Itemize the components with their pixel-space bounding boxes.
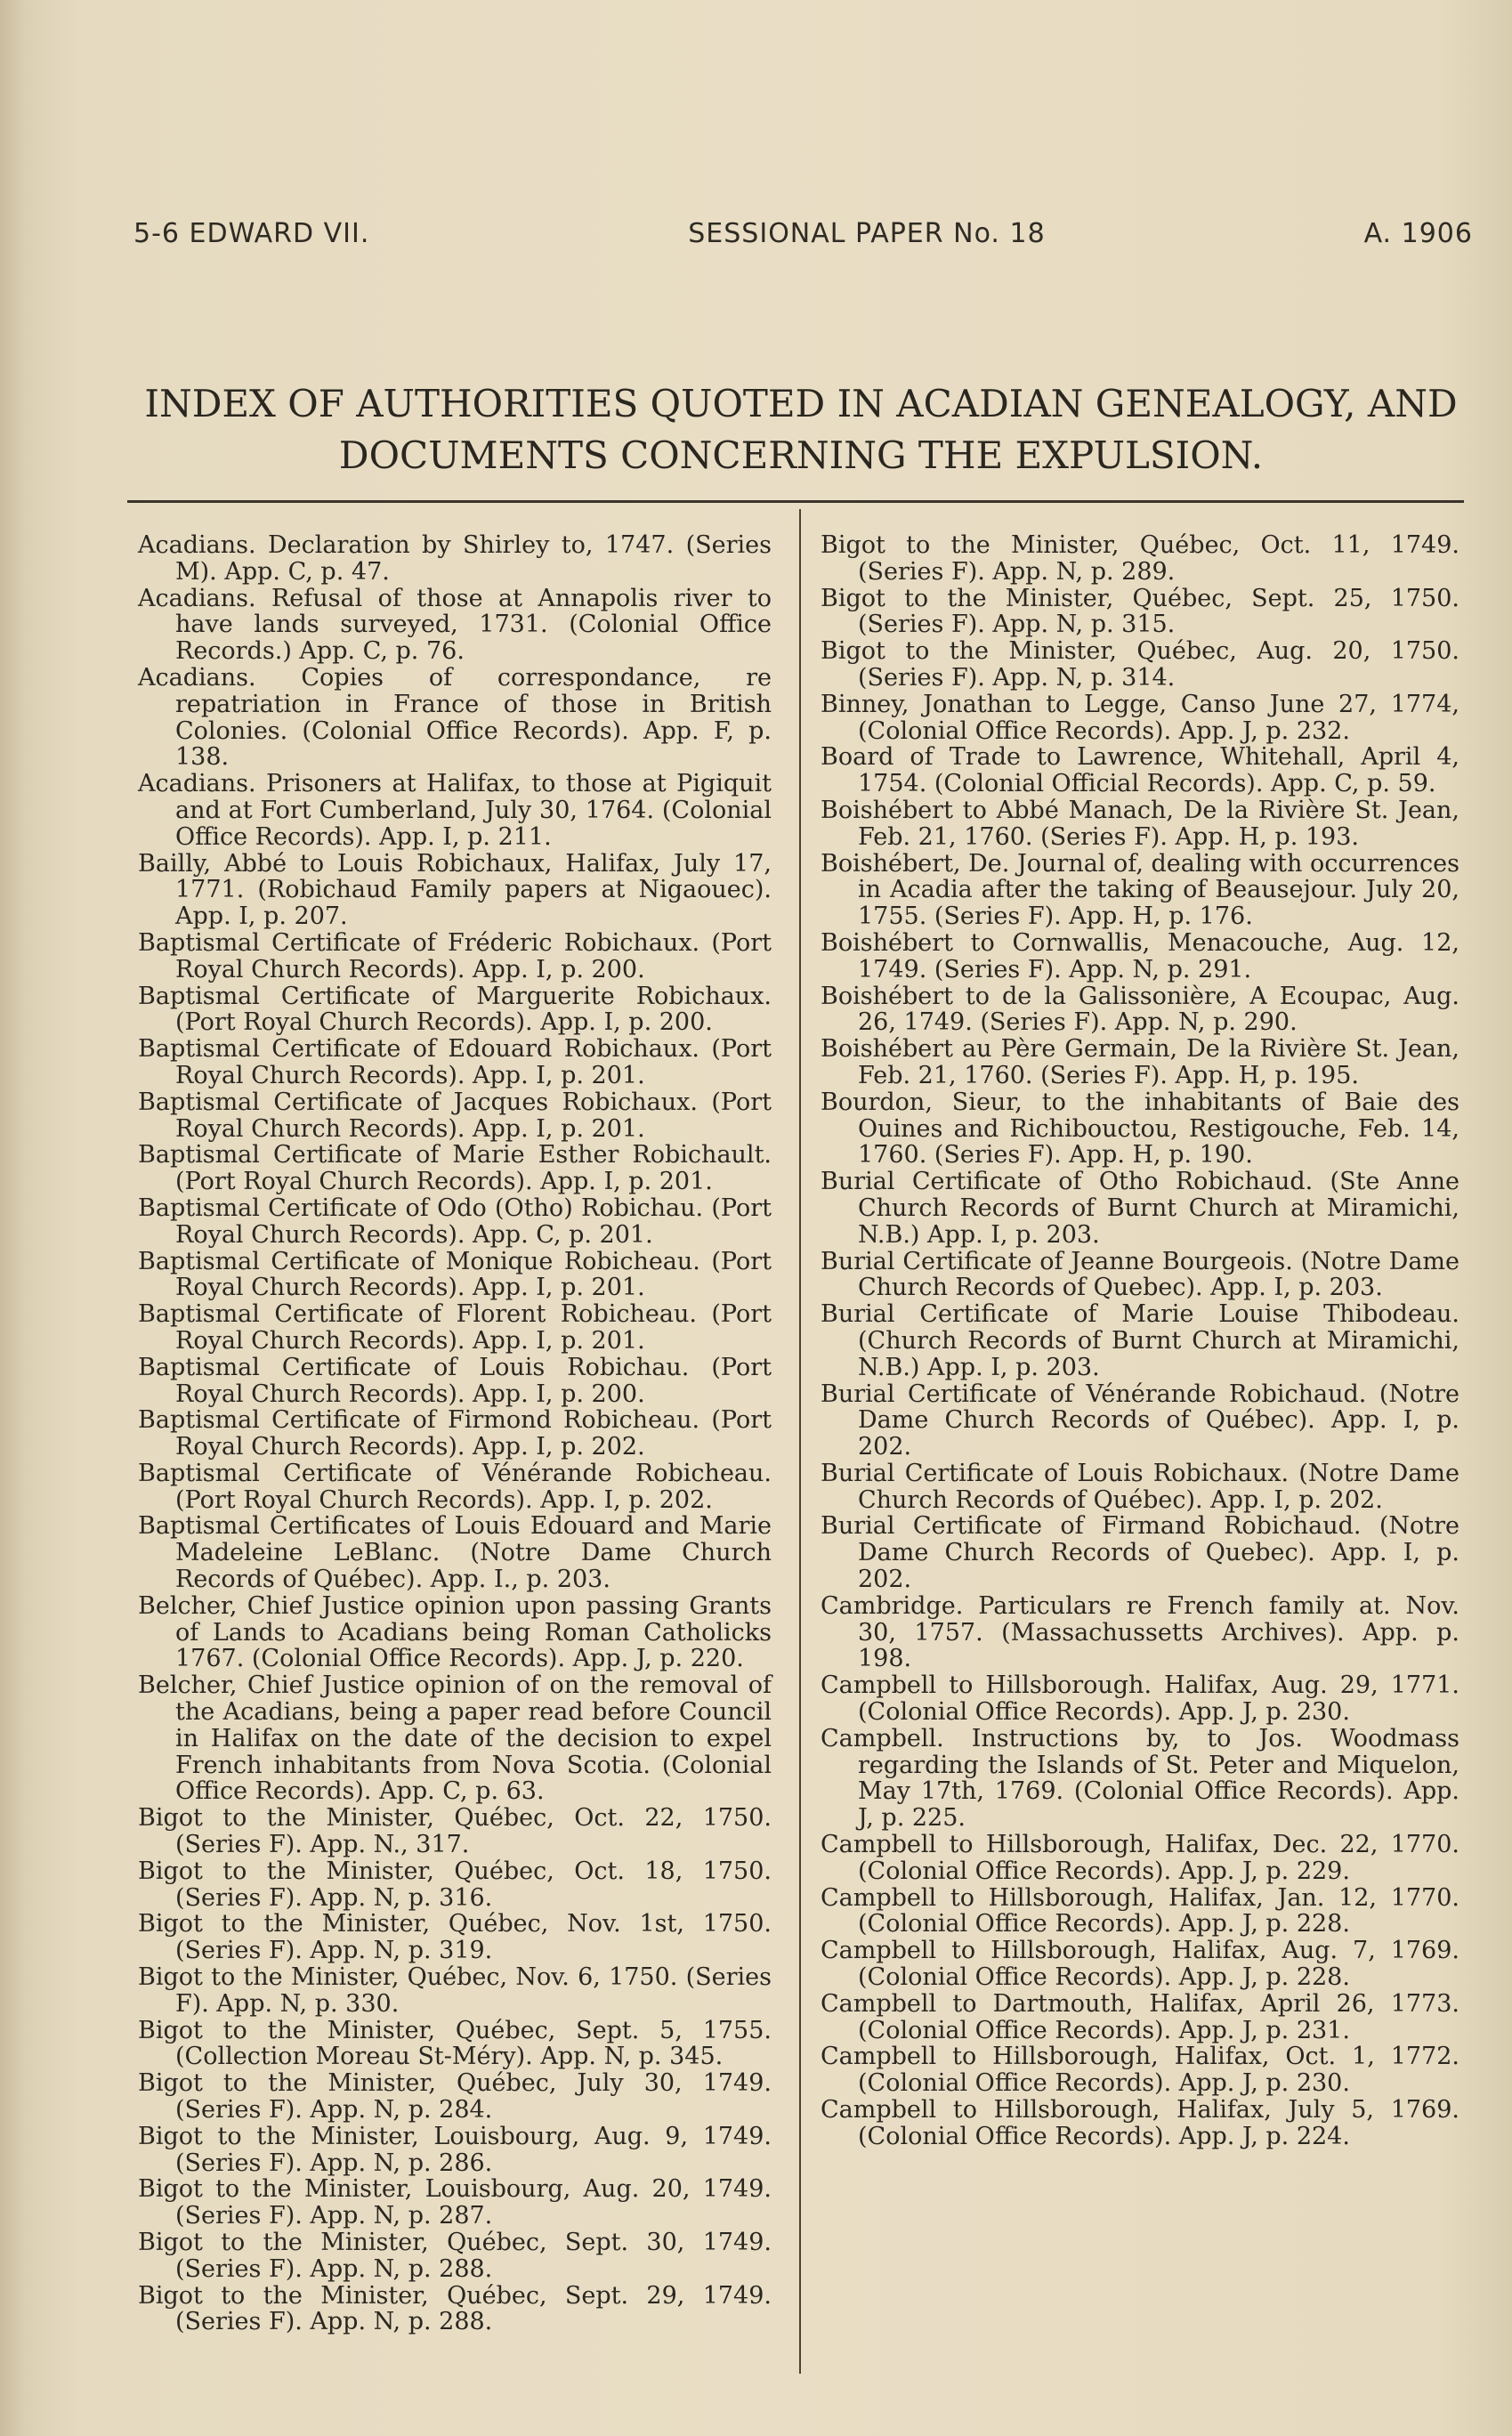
index-entry: Cambridge. Particulars re French family at. Nov. 30, 1757. (Massachussetts Archives). App. p. 198. (821, 1591, 1459, 1673)
title-rule (127, 500, 1464, 503)
index-entry: Campbell to Dartmouth, Halifax, April 26, 1773. (Colonial Office Records). App. J, p. 231. (821, 1989, 1459, 2044)
index-entry: Burial Certificate of Marie Louise Thibodeau. (Church Records of Burnt Church at Miramichi, N.B.) App. I, p. 203. (821, 1300, 1459, 1381)
index-entry: Bigot to the Minister, Québec, Nov. 6, 1750. (Series F). App. N, p. 330. (138, 1963, 772, 2018)
column-divider (799, 509, 801, 2374)
index-entry: Bigot to the Minister, Québec, Nov. 1st, 1750. (Series F). App. N, p. 319. (138, 1910, 772, 1965)
left-column (138, 532, 772, 2335)
title-line-2: DOCUMENTS CONCERNING THE EXPULSION. (338, 433, 1264, 477)
index-entry: Campbell to Hillsborough, Halifax, Dec. 22, 1770. (Colonial Office Records). App. J, p. 229. (821, 1831, 1459, 1885)
index-entry: Boishébert to Cornwallis, Menacouche, Aug. 12, 1749. (Series F). App. N, p. 291. (821, 928, 1459, 983)
index-entry: Boishébert to de la Galissonière, A Ecoupac, Aug. 26, 1749. (Series F). App. N, p. 290. (821, 982, 1459, 1037)
index-entry: Campbell to Hillsborough, Halifax, Aug. 7, 1769. (Colonial Office Records). App. J, p. 228. (821, 1937, 1459, 1992)
index-entry: Acadians. Refusal of those at Annapolis river to have lands surveyed, 1731. (Colonial Office Records.) App. C, p. 76. (138, 584, 772, 666)
index-entry: Acadians. Prisoners at Halifax, to those at Pigiquit and at Fort Cumberland, July 30, 1764. (Colonial Office Records). App. I, p. 211. (138, 770, 772, 851)
index-entry: Bigot to the Minister, Québec, Oct. 18, 1750. (Series F). App. N, p. 316. (138, 1857, 772, 1912)
index-entry: Baptismal Certificate of Firmond Robicheau. (Port Royal Church Records). App. I, p. 202. (138, 1406, 772, 1461)
index-entry: Baptismal Certificate of Monique Robicheau. (Port Royal Church Records). App. I, p. 201. (138, 1247, 772, 1302)
index-entry: Bigot to the Minister, Québec, Oct. 22, 1750. (Series F). App. N., 317. (138, 1804, 772, 1859)
index-entry: Baptismal Certificate of Odo (Otho) Robichau. (Port Royal Church Records). App. C, p. 201. (138, 1194, 772, 1249)
index-entry: Acadians. Declaration by Shirley to, 1747. (Series M). App. C, p. 47. (138, 531, 772, 586)
index-entry: Baptismal Certificate of Marguerite Robichaux. (Port Royal Church Records). App. I, p. 200. (138, 982, 772, 1037)
index-entry: Burial Certificate of Otho Robichaud. (Ste Anne Church Records of Burnt Church at Miramichi, N.B.) App. I, p. 203. (821, 1168, 1459, 1249)
index-entry: Boishébert au Père Germain, De la Rivière St. Jean, Feb. 21, 1760. (Series F). App. H, p. 195. (821, 1035, 1459, 1089)
page-title (107, 378, 1495, 482)
index-entry: Bigot to the Minister, Louisbourg, Aug. 9, 1749. (Series F). App. N, p. 286. (138, 2122, 772, 2177)
index-entry: Burial Certificate of Jeanne Bourgeois. (Notre Dame Church Records of Quebec). App. I, p. 203. (821, 1247, 1459, 1302)
index-entry: Baptismal Certificate of Jacques Robichaux. (Port Royal Church Records). App. I, p. 201. (138, 1088, 772, 1143)
index-entry: Burial Certificate of Vénérande Robichaud. (Notre Dame Church Records of Québec). App. I, p. 202. (821, 1380, 1459, 1461)
index-entry: Burial Certificate of Firmand Robichaud. (Notre Dame Church Records of Quebec). App. I, p. 202. (821, 1512, 1459, 1594)
index-entry: Bigot to the Minister, Québec, July 30, 1749. (Series F). App. N, p. 284. (138, 2069, 772, 2124)
index-entry: Campbell to Hillsborough. Halifax, Aug. 29, 1771. (Colonial Office Records). App. J, p. 230. (821, 1671, 1459, 1727)
index-entry: Baptismal Certificate of Louis Robichau. (Port Royal Church Records). App. I, p. 200. (138, 1353, 772, 1408)
index-entry: Baptismal Certificate of Edouard Robichaux. (Port Royal Church Records). App. I, p. 201. (138, 1035, 772, 1089)
index-entry: Bigot to the Minister, Louisbourg, Aug. 20, 1749. (Series F). App. N, p. 287. (138, 2175, 772, 2230)
index-entry: Campbell to Hillsborough, Halifax, Jan. 12, 1770. (Colonial Office Records). App. J, p. 228. (821, 1883, 1459, 1938)
header-year: A. 1906 (1363, 218, 1473, 249)
index-entry: Boishébert, De. Journal of, dealing with occurrences in Acadia after the taking of Beausejour. July 20, 1755. (Series F). App. H, p. 176. (821, 849, 1459, 931)
index-entry: Baptismal Certificate of Vénérande Robicheau. (Port Royal Church Records). App. I, p. 202. (138, 1459, 772, 1514)
header-sessional-paper: SESSIONAL PAPER No. 18 (688, 218, 1046, 249)
index-entry: Baptismal Certificate of Florent Robicheau. (Port Royal Church Records). App. I, p. 201. (138, 1300, 772, 1355)
index-entry: Bigot to the Minister, Québec, Oct. 11, 1749. (Series F). App. N, p. 289. (821, 531, 1459, 586)
right-column (821, 532, 1459, 2150)
index-entry: Campbell. Instructions by, to Jos. Woodmass regarding the Islands of St. Peter and Miquelon, May 17th, 1769. (Colonial Office Records). App. J, p. 225. (821, 1724, 1459, 1833)
index-entry: Board of Trade to Lawrence, Whitehall, April 4, 1754. (Colonial Official Records). App. C, p. 59. (821, 743, 1459, 798)
index-entry: Binney, Jonathan to Legge, Canso June 27, 1774, (Colonial Office Records). App. J, p. 232. (821, 690, 1459, 745)
index-entry: Bigot to the Minister, Québec, Sept. 30, 1749. (Series F). App. N, p. 288. (138, 2229, 772, 2283)
index-entry: Bigot to the Minister, Québec, Aug. 20, 1750. (Series F). App. N, p. 314. (821, 637, 1459, 692)
index-entry: Baptismal Certificate of Marie Esther Robichault. (Port Royal Church Records). App. I, p. 201. (138, 1141, 772, 1196)
index-entry: Campbell to Hillsborough, Halifax, July 5, 1769. (Colonial Office Records). App. J, p. 224. (821, 2096, 1459, 2150)
running-header (133, 218, 1473, 249)
index-entry: Acadians. Copies of correspondance, re repatriation in France of those in British Colonies. (Colonial Office Records). App. F, p. 138. (138, 663, 772, 772)
index-entry: Bigot to the Minister, Québec, Sept. 5, 1755. (Collection Moreau St-Méry). App. N, p. 345. (138, 2016, 772, 2071)
index-entry: Bourdon, Sieur, to the inhabitants of Baie des Ouines and Richibouctou, Restigouche, Feb. 14, 1760. (Series F). App. H, p. 190. (821, 1088, 1459, 1169)
index-entry: Campbell to Hillsborough, Halifax, Oct. 1, 1772. (Colonial Office Records). App. J, p. 230. (821, 2043, 1459, 2098)
title-line-1: INDEX OF AUTHORITIES QUOTED IN ACADIAN GENEALOGY, AND (144, 382, 1458, 425)
index-entry: Boishébert to Abbé Manach, De la Rivière St. Jean, Feb. 21, 1760. (Series F). App. H, p. 193. (821, 796, 1459, 851)
index-entry: Bailly, Abbé to Louis Robichaux, Halifax, July 17, 1771. (Robichaud Family papers at Nigaouec). App. I, p. 207. (138, 849, 772, 931)
index-entry: Bigot to the Minister, Québec, Sept. 25, 1750. (Series F). App. N, p. 315. (821, 584, 1459, 639)
index-entry: Belcher, Chief Justice opinion upon passing Grants of Lands to Acadians being Roman Catholicks 1767. (Colonial Office Records). App. J, p. 220. (138, 1591, 772, 1673)
header-volume: 5-6 EDWARD VII. (133, 218, 370, 249)
index-entry: Baptismal Certificate of Fréderic Robichaux. (Port Royal Church Records). App. I, p. 200. (138, 928, 772, 983)
index-entry: Baptismal Certificates of Louis Edouard and Marie Madeleine LeBlanc. (Notre Dame Church Records of Québec). App. I., p. 203. (138, 1512, 772, 1594)
index-entry: Burial Certificate of Louis Robichaux. (Notre Dame Church Records of Québec). App. I, p. 202. (821, 1459, 1459, 1514)
index-entry: Bigot to the Minister, Québec, Sept. 29, 1749. (Series F). App. N, p. 288. (138, 2281, 772, 2336)
index-entry: Belcher, Chief Justice opinion of on the removal of the Acadians, being a paper read before Council in Halifax on the date of the decision to expel French inhabitants from Nova Scotia. (Colonial Office Records). App. C, p. 63. (138, 1671, 772, 1806)
